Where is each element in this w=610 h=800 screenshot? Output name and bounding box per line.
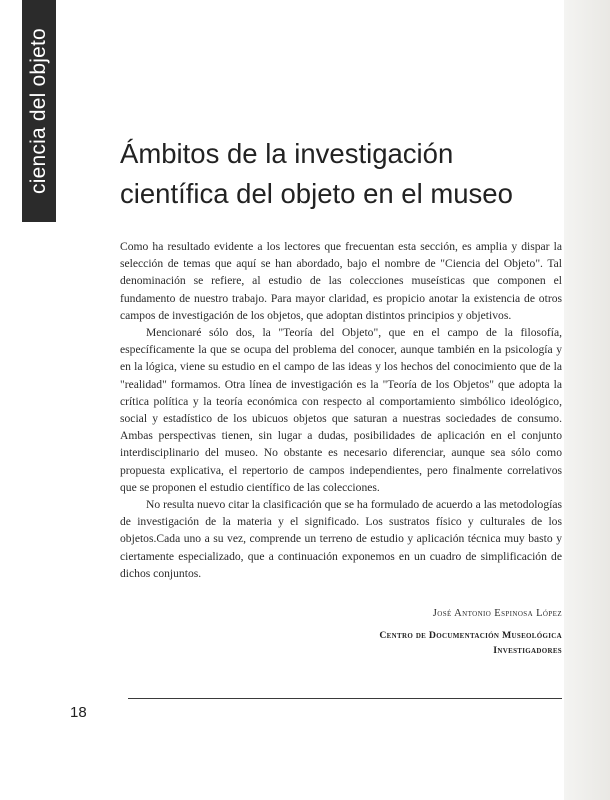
section-label: ciencia del objeto — [27, 28, 50, 194]
affiliation-line-2: Investigadores — [493, 645, 562, 656]
title-line-1: Ámbitos de la investigación — [120, 138, 454, 169]
footer-divider — [128, 698, 562, 699]
article-body — [120, 238, 562, 582]
author-affiliation — [300, 628, 562, 658]
paragraph-3: No resulta nuevo citar la clasificación que se ha formulado de acuerdo a las metodologías de investigación de la materia y el significado. Los sustratos físico y culturales de los objetos.Cada uno a su vez, comprende un terreno de estudio y aplicación técnica muy basto y ciertamente especializado, que a continuación exponemos en un cuadro de simplificación de dichos conjuntos. — [120, 498, 562, 580]
paragraph-2: Mencionaré sólo dos, la "Teoría del Objeto", que en el campo de la filosofía, específicamente la que se ocupa del problema del conocer, aunque también en la psicología y en la lógica, viene su estudio en el campo de las ideas y los hechos del conocimiento que de la "realidad" formamos. Otra línea de investigación es la "Teoría de los Objetos" que adopta la crítica política y la teoría económica con respecto al comportamiento simbólico ideológico, social y estadístico de los ubicuos objetos que saturan a nuestras sociedades de consumo. Ambas perspectivas tienen, sin lugar a dudas, posibilidades de aplicación en el conjunto interdisciplinario del museo. No obstante es necesario diferenciar, aunque sea sólo como propuesta explicativa, el repertorio de campos independientes, pero finalmente correlativos que se proponen el estudio científico de las colecciones. — [120, 326, 562, 494]
page-number: 18 — [70, 704, 87, 721]
article-title — [120, 134, 570, 214]
affiliation-line-1: Centro de Documentación Museológica — [379, 630, 562, 641]
paragraph-1: Como ha resultado evidente a los lectores que frecuentan esta sección, es amplia y dispar la selección de temas que aquí se han abordado, bajo el nombre de "Ciencia del Objeto". Tal denominación se refiere, al estudio de las colecciones museísticas que componen el fundamento de nuestro trabajo. Para mayor claridad, es propicio anotar la existencia de otros campos de investigación de los objetos, que adoptan distintos principios y objetivos. — [120, 240, 562, 322]
title-line-2: científica del objeto en el museo — [120, 178, 513, 209]
author-name: José Antonio Espinosa López — [432, 608, 562, 619]
page-edge-shadow — [564, 0, 610, 800]
